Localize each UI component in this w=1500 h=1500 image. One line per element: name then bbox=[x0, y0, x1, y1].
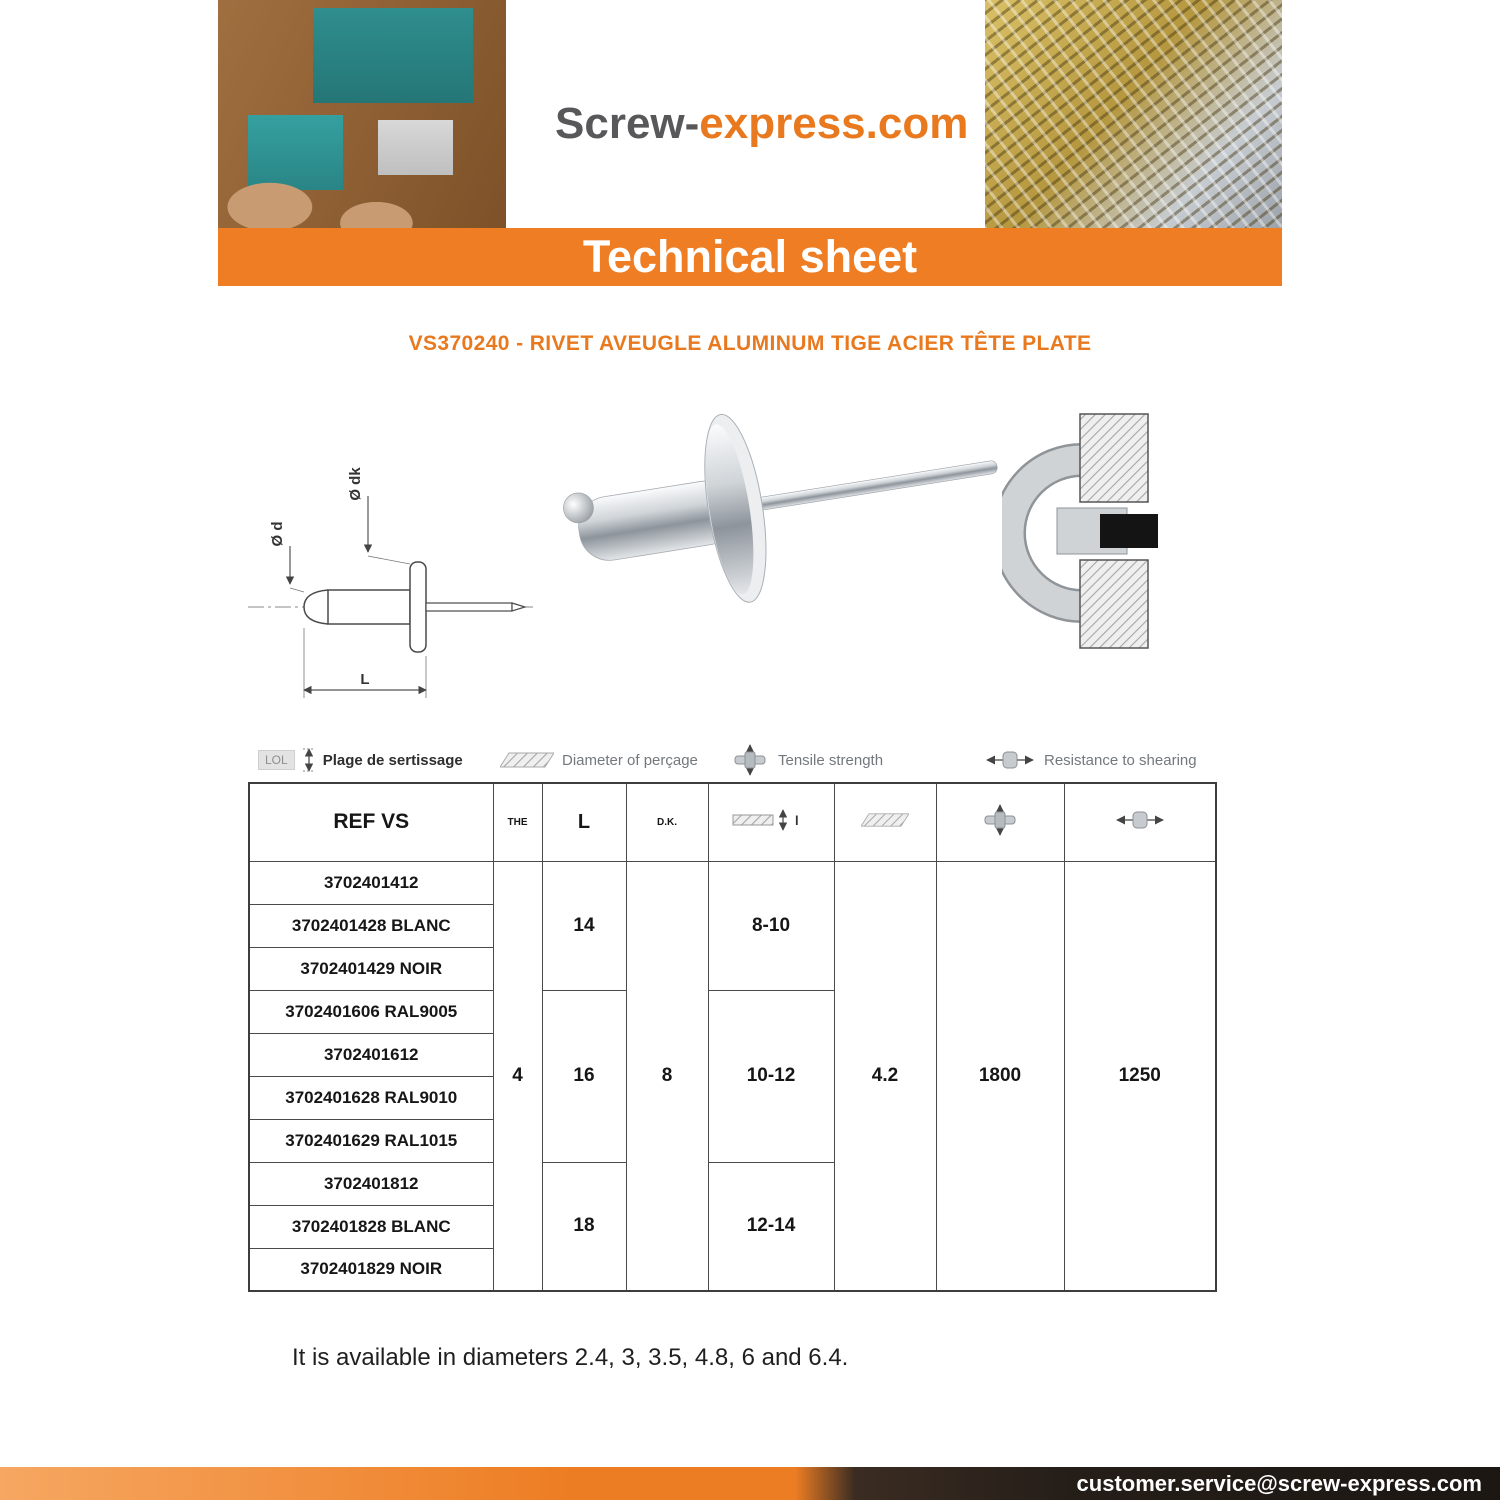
drill-value-cell: 4.2 bbox=[834, 861, 936, 1291]
legend-drill-label: Diameter of perçage bbox=[562, 751, 698, 769]
col-header-grip bbox=[708, 783, 834, 861]
col-header-dk: D.K. bbox=[626, 783, 708, 861]
shear-value-cell: 1250 bbox=[1064, 861, 1216, 1291]
grip-range-column-icon bbox=[729, 807, 813, 833]
customer-service-email[interactable]: customer.service@screw-express.com bbox=[1076, 1471, 1482, 1496]
ref-cell: 3702401412 bbox=[249, 861, 493, 904]
grip-value-cell: 8-10 bbox=[708, 861, 834, 990]
technical-sheet-banner bbox=[218, 228, 1282, 286]
ref-cell: 3702401629 RAL1015 bbox=[249, 1119, 493, 1162]
dk-value-cell: 8 bbox=[626, 861, 708, 1291]
logo-brand-orange: express.com bbox=[699, 99, 969, 148]
drill-diameter-column-icon bbox=[861, 811, 909, 829]
availability-note: It is available in diameters 2.4, 3, 3.5, 4.8, 6 and 6.4. bbox=[292, 1344, 849, 1371]
grip-badge: LOL bbox=[258, 750, 295, 770]
col-header-l: L bbox=[542, 783, 626, 861]
dim-d-label: Ø d bbox=[269, 521, 286, 547]
the-value-cell: 4 bbox=[493, 861, 542, 1291]
product-title: VS370240 - RIVET AVEUGLE ALUMINUM TIGE ACIER TÊTE PLATE bbox=[408, 332, 1092, 355]
legend-grip bbox=[258, 742, 463, 778]
shear-resistance-icon bbox=[984, 748, 1036, 772]
logo-brand-dark: Screw- bbox=[555, 99, 700, 148]
ref-cell: 3702401612 bbox=[249, 1033, 493, 1076]
drill-diameter-icon bbox=[500, 750, 554, 770]
banner-title: Technical sheet bbox=[582, 231, 918, 282]
legend-grip-label: Plage de sertissage bbox=[322, 751, 463, 769]
legend-shear-label: Resistance to shearing bbox=[1044, 751, 1197, 769]
footer-bar bbox=[0, 1467, 1500, 1500]
grip-column-label: l bbox=[795, 812, 799, 828]
legend-tensile-label: Tensile strength bbox=[778, 751, 884, 769]
spec-table bbox=[248, 782, 1217, 1292]
col-header-shear bbox=[1064, 783, 1216, 861]
grip-range-icon bbox=[303, 746, 315, 774]
col-header-ref: REF VS bbox=[249, 783, 493, 861]
col-header-tensile bbox=[936, 783, 1064, 861]
ref-cell: 3702401829 NOIR bbox=[249, 1248, 493, 1291]
ref-cell: 3702401828 BLANC bbox=[249, 1205, 493, 1248]
dim-l-label: L bbox=[360, 671, 370, 688]
tensile-strength-column-icon bbox=[980, 801, 1020, 839]
rivet-photo bbox=[478, 362, 1018, 692]
rivet-cross-section-diagram bbox=[1002, 408, 1192, 653]
l-value-cell: 18 bbox=[542, 1162, 626, 1291]
dim-dk-label: Ø dk bbox=[347, 467, 364, 501]
screws-photo bbox=[985, 0, 1282, 230]
ref-cell: 3702401429 NOIR bbox=[249, 947, 493, 990]
ref-cell: 3702401812 bbox=[249, 1162, 493, 1205]
col-header-the: THE bbox=[493, 783, 542, 861]
tensile-strength-icon bbox=[730, 742, 770, 778]
legend-tensile bbox=[730, 742, 883, 778]
workbench-photo bbox=[218, 0, 506, 230]
shear-resistance-column-icon bbox=[1114, 808, 1166, 832]
ref-cell: 3702401628 RAL9010 bbox=[249, 1076, 493, 1119]
ref-cell: 3702401428 BLANC bbox=[249, 904, 493, 947]
legend-shear bbox=[984, 742, 1197, 778]
grip-value-cell: 10-12 bbox=[708, 990, 834, 1162]
logo-text bbox=[555, 99, 968, 149]
ref-cell: 3702401606 RAL9005 bbox=[249, 990, 493, 1033]
brand-logo bbox=[545, 78, 969, 170]
tensile-value-cell: 1800 bbox=[936, 861, 1064, 1291]
l-value-cell: 16 bbox=[542, 990, 626, 1162]
legend-drill bbox=[500, 742, 698, 778]
grip-value-cell: 12-14 bbox=[708, 1162, 834, 1291]
col-header-drill bbox=[834, 783, 936, 861]
l-value-cell: 14 bbox=[542, 861, 626, 990]
table-legend bbox=[248, 742, 1215, 778]
